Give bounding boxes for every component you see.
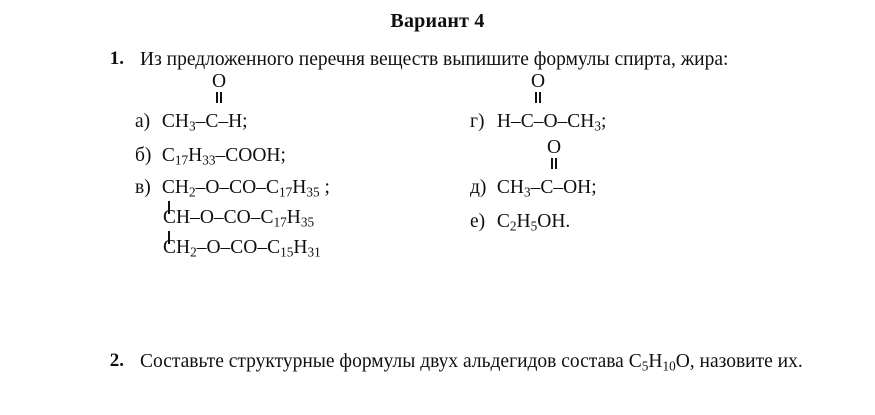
oxygen-label-a: O bbox=[211, 71, 227, 92]
formula-v-line1-a: CH bbox=[161, 177, 189, 198]
formula-v-label: в) bbox=[135, 177, 151, 198]
document-page bbox=[0, 10, 875, 415]
formula-e-label: е) bbox=[470, 211, 486, 232]
formula-e-sub-1: 2 bbox=[509, 218, 517, 234]
formula-g-label: г) bbox=[470, 111, 485, 132]
formula-e bbox=[470, 210, 606, 240]
oxygen-label-g: O bbox=[530, 71, 546, 92]
formula-v-line3-c: H bbox=[293, 237, 308, 258]
formula-d-label: д) bbox=[470, 177, 487, 198]
question-2-number: 2. bbox=[109, 350, 124, 371]
double-bond-g bbox=[529, 92, 547, 103]
question-2-sub-1: 5 bbox=[641, 358, 649, 374]
formula-v-line2-a: CH–O–CO–C bbox=[163, 207, 274, 228]
question-2-after: O, назовите их. bbox=[675, 351, 803, 372]
formula-v-line-2 bbox=[135, 206, 330, 236]
carbonyl-group-a bbox=[210, 72, 228, 103]
formula-column-right bbox=[470, 71, 607, 240]
formula-a-sub-1: 3 bbox=[188, 118, 196, 134]
formula-v-line1-sub2: 17 bbox=[279, 184, 293, 200]
formula-v-line1-d: ; bbox=[319, 177, 330, 198]
formula-a-text-1: CH bbox=[161, 111, 189, 132]
question-2-sub-2: 10 bbox=[662, 358, 676, 374]
page-title: Вариант 4 bbox=[390, 10, 485, 32]
formula-v-line-3 bbox=[135, 236, 330, 266]
formula-v-line2-sub: 17 bbox=[273, 214, 287, 230]
formula-g-text-1: H–C–O–CH bbox=[496, 111, 595, 132]
oxygen-label-d: O bbox=[546, 137, 562, 158]
formula-b-sub-1: 17 bbox=[174, 152, 189, 168]
formula-d-text-1: CH bbox=[496, 177, 524, 198]
formula-v-line2-sub2: 35 bbox=[300, 214, 315, 230]
question-1-number: 1. bbox=[109, 48, 124, 69]
formula-v-line3-sub3: 31 bbox=[307, 244, 321, 260]
formula-b-sub-2: 33 bbox=[202, 152, 216, 168]
formula-g-sub-1: 3 bbox=[594, 118, 602, 134]
formula-e-text-1: C bbox=[496, 211, 510, 232]
question-2-text bbox=[140, 350, 803, 376]
formula-a-label: а) bbox=[135, 111, 151, 132]
formula-v-line-1 bbox=[135, 176, 330, 206]
formula-v-line1-sub3: 35 bbox=[306, 184, 320, 200]
question-1 bbox=[90, 48, 850, 73]
formula-e-sub-2: 5 bbox=[530, 218, 538, 234]
formula-v-line1-b: –O–CO–C bbox=[195, 177, 280, 198]
formula-e-text-2: H bbox=[516, 211, 531, 232]
formula-column-left bbox=[135, 71, 330, 266]
double-bond-d bbox=[545, 158, 563, 169]
formula-a bbox=[135, 71, 330, 144]
formula-v-line3-b: –O–CO–C bbox=[196, 237, 281, 258]
formula-b-text-2: H bbox=[188, 145, 203, 166]
question-2-mid: H bbox=[648, 351, 663, 372]
formula-g bbox=[470, 71, 607, 144]
formula-b bbox=[135, 144, 330, 176]
formula-v-line3-sub2: 15 bbox=[280, 244, 294, 260]
formula-a-text-2: –C–H; bbox=[195, 111, 248, 132]
formula-d-sub-1: 3 bbox=[523, 184, 531, 200]
formula-b-text-3: –COOH; bbox=[215, 145, 286, 166]
formula-v-line1-sub: 2 bbox=[188, 184, 196, 200]
formula-v-line2-b: H bbox=[286, 207, 301, 228]
question-2-before: Составьте структурные формулы двух альдегидов состава C bbox=[140, 351, 642, 372]
carbonyl-group-d bbox=[545, 138, 563, 169]
double-bond-a bbox=[210, 92, 228, 103]
formula-v-line3-sub: 2 bbox=[190, 244, 197, 260]
carbonyl-group-g bbox=[529, 72, 547, 103]
formula-d-text-2: –C–OH; bbox=[530, 177, 597, 198]
formula-g-text-2: ; bbox=[601, 111, 607, 132]
formula-b-label: б) bbox=[135, 145, 152, 166]
question-1-text: Из предложенного перечня веществ выпишите формулы спирта, жира: bbox=[140, 49, 729, 70]
formula-e-text-3: OH. bbox=[537, 211, 571, 232]
formula-b-text-1: C bbox=[161, 145, 175, 166]
formula-v-line3-a: CH bbox=[163, 237, 191, 258]
formula-d bbox=[470, 137, 606, 210]
formula-v-line1-c: H bbox=[292, 177, 307, 198]
question-2 bbox=[90, 350, 850, 376]
